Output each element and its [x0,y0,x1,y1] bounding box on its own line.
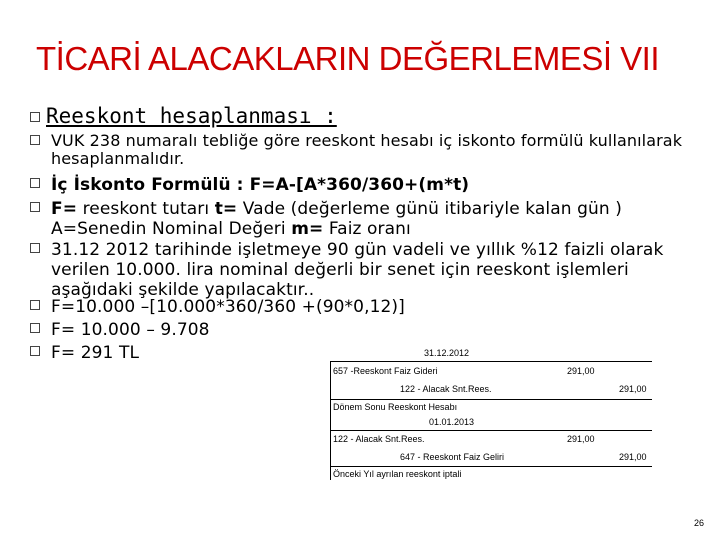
bullet-text: VUK 238 numaralı tebliğe göre reeskont hesabı iç iskonto formülü kullanılarak hesaplanmalıdır. [51,131,683,168]
page-number: 26 [693,518,704,528]
credit-amount: 291,00 [619,452,647,462]
bullet-box-icon [30,323,40,333]
formula-text: İç İskonto Formülü : F=A-[A*360/360+(m*t) [51,175,470,195]
entry-date: 31.12.2012 [424,348,470,358]
variable-f-desc: reeskont tutarı [77,199,215,219]
variable-f: F= [51,199,78,219]
bullet-box-icon [30,112,40,122]
divider [330,361,331,480]
journal-entry-table [330,343,652,480]
bullet-item [30,199,700,239]
bullet-text: 31.12 2012 tarihinde işletmeye 90 gün vadeli ve yıllık %12 faizli olarak verilen 10.000. lira nominal değerli bir senet için reeskont işlemleri aşağıdaki şekilde yapılacaktır.. [51,240,664,300]
divider [330,466,652,467]
divider [330,430,652,431]
debit-account: 122 - Alacak Snt.Rees. [333,434,425,444]
bullet-text [51,199,700,239]
bullet-box-icon [30,202,40,212]
bullet-item [30,240,700,300]
entry-note: Önceki Yıl ayrılan reeskont iptali [333,469,462,479]
variable-t-desc: Vade (değerleme günü itibariyle kalan gün ) A=Senedin Nominal Değeri [51,199,623,239]
entry-date: 01.01.2013 [429,417,475,427]
bullet-box-icon [30,243,40,253]
debit-account: 657 -Reeskont Faiz Gideri [333,366,438,376]
bullet-box-icon [30,300,40,310]
bullet-text: F= 291 TL [51,343,140,363]
credit-account: 647 - Reeskont Faiz Geliri [400,452,505,462]
section-heading [30,104,337,128]
variable-m-desc: Faiz oranı [323,219,411,239]
divider [330,361,652,362]
variable-m: m= [291,219,324,239]
variable-t: t= [214,199,238,219]
credit-account: 122 - Alacak Snt.Rees. [400,384,492,394]
bullet-box-icon [30,135,40,145]
debit-amount: 291,00 [567,366,595,376]
bullet-item [30,132,700,168]
section-heading-label: Reeskont hesaplanması : [46,104,337,128]
bullet-text: F= 10.000 – 9.708 [51,320,210,340]
bullet-item [30,175,700,195]
bullet-item [30,320,700,340]
page-title: TİCARİ ALACAKLARIN DEĞERLEMESİ VII [36,40,660,77]
bullet-text: F=10.000 –[10.000*360/360 +(90*0,12)] [51,297,405,317]
entry-note: Dönem Sonu Reeskont Hesabı [333,402,458,412]
bullet-box-icon [30,346,40,356]
bullet-box-icon [30,178,40,188]
divider [330,399,652,400]
credit-amount: 291,00 [619,384,647,394]
debit-amount: 291,00 [567,434,595,444]
bullet-item [30,297,700,317]
